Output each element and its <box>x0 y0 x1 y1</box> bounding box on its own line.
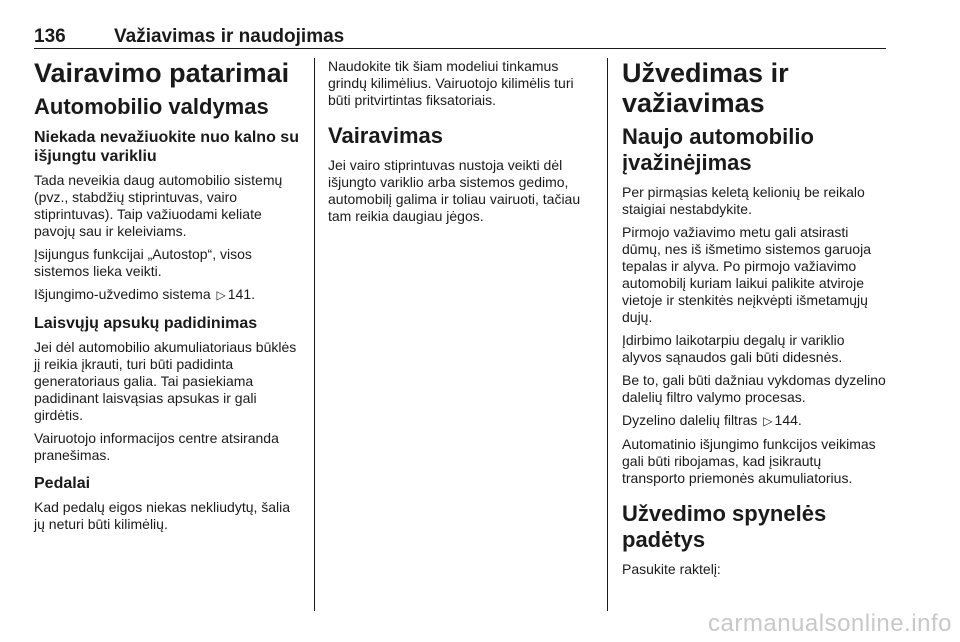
cross-reference[interactable] <box>34 286 302 304</box>
paragraph: Kad pedalų eigos niekas nekliudytų, šalia jų neturi būti kilimėlių. <box>34 499 291 532</box>
section-heading: Užvedimas ir važiavimas <box>622 58 789 118</box>
topic-heading: Laisvųjų apsukų padidinimas <box>34 315 258 332</box>
running-title: Važiavimas ir naudojimas <box>114 26 345 47</box>
paragraph: Automatinio išjungimo funkcijos veikimas gali būti ribojamas, kad įsikrautų transporto priemonės akumuliatorius. <box>622 436 876 486</box>
paragraph: Naudokite tik šiam modeliui tinkamus grindų kilimėlius. Vairuotojo kilimėlis turi būti pritvirtintas fiksatoriais. <box>328 58 574 108</box>
page-reference-icon: ▷ <box>763 414 773 428</box>
page-header <box>34 22 886 49</box>
subsection-heading: Automobilio valdymas <box>34 94 269 119</box>
cross-reference[interactable] <box>622 412 888 430</box>
section-heading: Vairavimo patarimai <box>34 58 290 88</box>
column-divider <box>314 58 315 611</box>
reference-page: 141. <box>227 286 255 302</box>
paragraph: Įdirbimo laikotarpiu degalų ir variklio alyvos sąnaudos gali būti didesnės. <box>622 332 845 365</box>
paragraph: Vairuotojo informacijos centre atsiranda pranešimas. <box>34 430 279 463</box>
topic-heading: Niekada nevažiuokite nuo kalno su išjungtu varikliu <box>34 129 299 165</box>
paragraph: Per pirmąsias keletą kelionių be reikalo staigiai nestabdykite. <box>622 184 865 217</box>
page-number: 136 <box>34 26 66 47</box>
reference-text: Dyzelino dalelių filtras <box>622 412 758 428</box>
subsection-heading: Vairavimas <box>328 123 443 148</box>
reference-page: 144. <box>774 412 802 428</box>
paragraph: Be to, gali būti dažniau vykdomas dyzelino dalelių filtro valymo procesas. <box>622 372 886 405</box>
reference-text: Išjungimo-užvedimo sistema <box>34 286 211 302</box>
subsection-heading: Užvedimo spynelės padėtys <box>622 501 827 552</box>
paragraph: Tada neveikia daug automobilio sistemų (pvz., stabdžių stiprintuvas, vairo stiprintuvas). Taip važiuodami keliate pavojų sau ir keleiviams. <box>34 172 283 239</box>
paragraph: Jei dėl automobilio akumuliatoriaus būklės jį reikia įkrauti, turi būti padidinta generatoriaus galia. Tai pasiekiama padidinant laisvąsias apsukas ir gali girdėtis. <box>34 339 297 423</box>
page-reference-icon: ▷ <box>216 288 226 302</box>
column-middle <box>328 58 596 231</box>
column-left <box>34 58 302 539</box>
column-divider <box>607 58 608 611</box>
topic-heading: Pedalai <box>34 475 91 492</box>
subsection-heading: Naujo automobilio įvažinėjimas <box>622 124 814 175</box>
paragraph: Pasukite raktelį: <box>622 561 721 577</box>
paragraph: Pirmojo važiavimo metu gali atsirasti dūmų, nes iš išmetimo sistemos garuoja tepalas ir alyva. Po pirmojo važiavimo automobilį kuriam laikui palikite atviroje vietoje ir stenkitės neįkvėpti išmetamųjų dujų. <box>622 224 871 325</box>
paragraph: Jei vairo stiprintuvas nustoja veikti dėl išjungto variklio arba sistemos gedimo, automobilį galima ir toliau vairuoti, tačiau tam reikia daugiau jėgos. <box>328 157 581 224</box>
column-right <box>622 58 888 584</box>
paragraph: Įsijungus funkcijai „Autostop“, visos sistemos lieka veikti. <box>34 246 252 279</box>
watermark: carmanualsonline.info <box>708 610 952 637</box>
